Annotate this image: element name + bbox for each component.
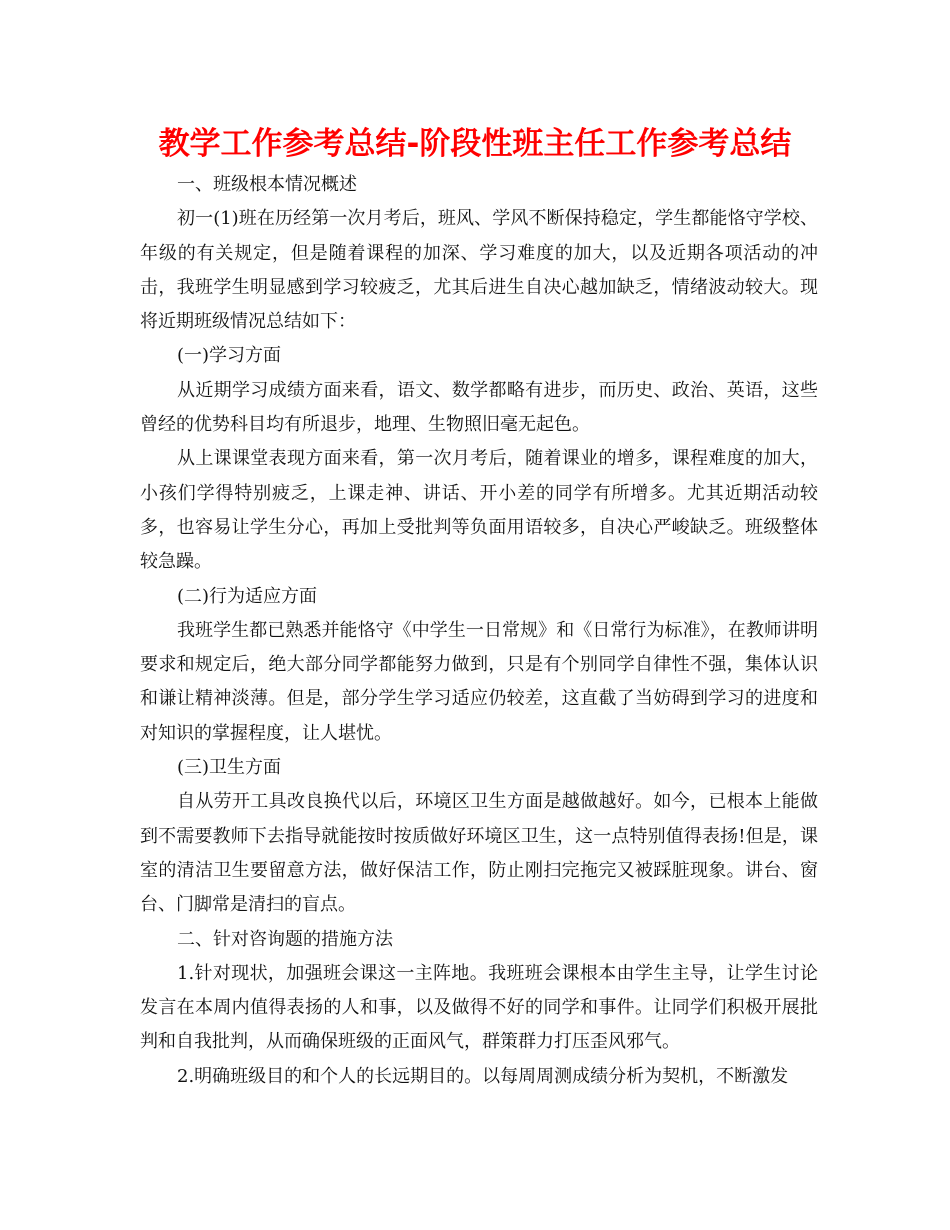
document-body: [140, 168, 818, 1094]
section-heading-measures: 二、针对咨询题的措施方法: [177, 928, 393, 950]
paragraph-study-grades: 从近期学习成绩方面来看，语文、数学都略有进步，而历史、政治、英语，这些曾经的优势科目均有所退步，地理、生物照旧毫无起色。: [140, 379, 818, 436]
subheading-study: (一)学习方面: [177, 345, 282, 367]
paragraph-intro: 初一(1)班在历经第一次月考后，班风、学风不断保持稳定，学生都能恪守学校、年级的有关规定，但是随着课程的加深、学习难度的加大，以及近期各项活动的冲击，我班学生明显感到学习较疲乏，尤其后进生自决心越加缺乏，情绪波动较大。现将近期班级情况总结如下：: [140, 208, 818, 333]
paragraph-measure-1: 1.针对现状，加强班会课这一主阵地。我班班会课根本由学生主导，让学生讨论发言在本周内值得表扬的人和事，以及做得不好的同学和事件。让同学们积极开展批判和自我批判，从而确保班级的正面风气，群策群力打压歪风邪气。: [140, 962, 818, 1053]
paragraph-measure-2: 2.明确班级目的和个人的长远期目的。以每周周测成绩分析为契机，不断激发: [177, 1065, 789, 1087]
subheading-hygiene: (三)卫生方面: [177, 757, 282, 779]
paragraph-study-classroom: 从上课课堂表现方面来看，第一次月考后，随着课业的增多，课程难度的加大，小孩们学得特别疲乏，上课走神、讲话、开小差的同学有所增多。尤其近期活动较多，也容易让学生分心，再加上受批判等负面用语较多，自决心严峻缺乏。班级整体较急躁。: [140, 448, 818, 573]
paragraph-hygiene: 自从劳开工具改良换代以后，环境区卫生方面是越做越好。如今，已根本上能做到不需要教师下去指导就能按时按质做好环境区卫生，这一点特别值得表扬!但是，课室的清洁卫生要留意方法，做好保洁工作，防止刚扫完拖完又被踩脏现象。讲台、窗台、门脚常是清扫的盲点。: [140, 791, 818, 916]
section-heading-overview: 一、班级根本情况概述: [177, 174, 357, 195]
document-title: 教学工作参考总结-阶段性班主任工作参考总结: [158, 126, 792, 162]
paragraph-behavior: 我班学生都已熟悉并能恪守《中学生一日常规》和《日常行为标准》，在教师讲明要求和规定后，绝大部分同学都能努力做到，只是有个别同学自律性不强，集体认识和谦让精神淡薄。但是，部分学生学习适应仍较差，这直截了当妨碍到学习的进度和对知识的掌握程度，让人堪忧。: [140, 619, 818, 744]
subheading-behavior: (二)行为适应方面: [177, 585, 318, 607]
